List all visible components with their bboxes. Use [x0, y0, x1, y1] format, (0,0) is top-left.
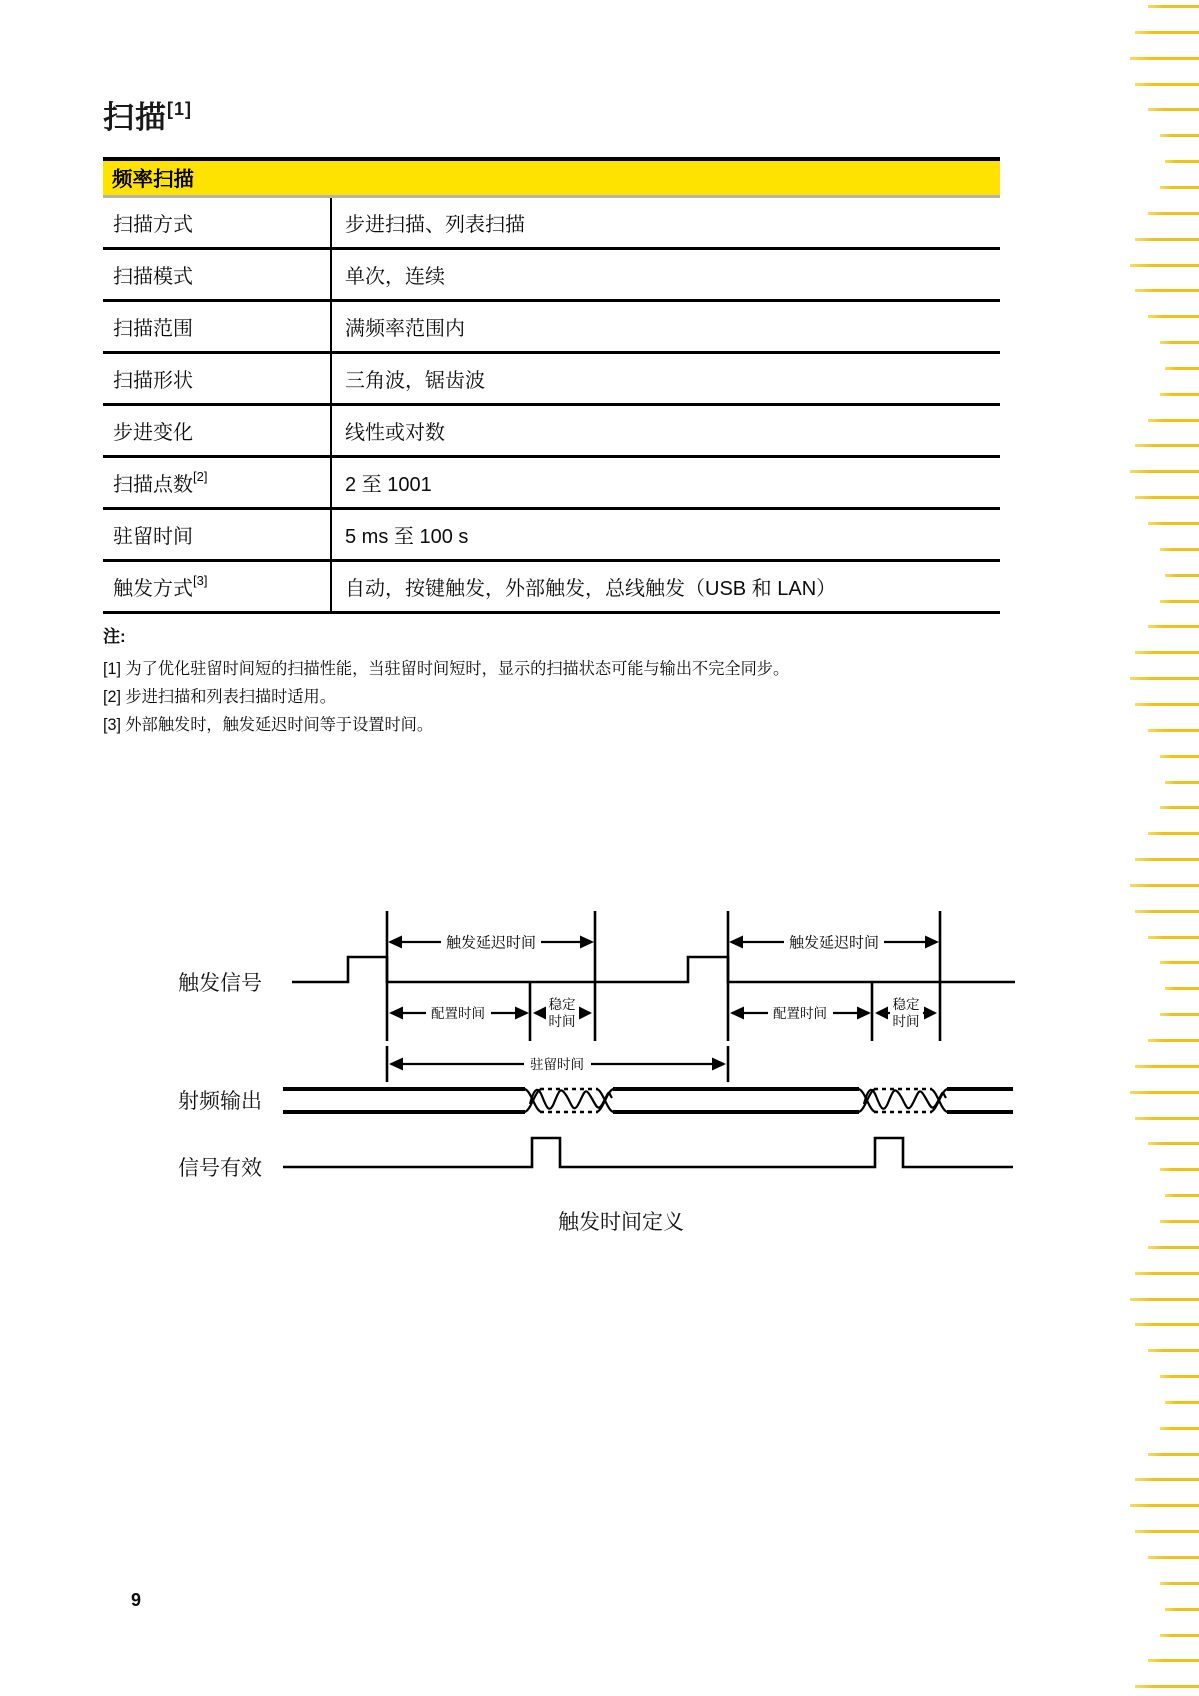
- row-value-text: 自动，按键触发，外部触发，总线触发（USB 和 LAN）: [345, 578, 837, 600]
- table-row: [103, 406, 1000, 458]
- row-value-text: 5 ms 至 100 s: [345, 526, 469, 548]
- rf-output-label: 射频输出: [178, 1090, 262, 1113]
- side-decoration-line: [1160, 1634, 1199, 1637]
- row-value-text: 线性或对数: [345, 422, 445, 444]
- row-value: [330, 510, 1000, 559]
- side-decoration-line: [1148, 1039, 1199, 1042]
- settle-time-arrow: [533, 995, 592, 1030]
- side-decoration-line: [1165, 1401, 1199, 1404]
- row-value: [330, 302, 1000, 351]
- side-decoration-line: [1165, 1608, 1199, 1611]
- row-label: [103, 302, 330, 351]
- row-value: [330, 198, 1000, 247]
- side-decoration-line: [1135, 1530, 1199, 1533]
- row-label-text: 扫描方式: [113, 214, 193, 236]
- side-decoration-line: [1165, 987, 1199, 990]
- page-number: 9: [131, 1590, 142, 1610]
- trigger-signal-label: 触发信号: [178, 972, 262, 995]
- row-label-text: 扫描点数: [113, 474, 193, 496]
- side-decoration-line: [1135, 31, 1199, 34]
- row-value-text: 满频率范围内: [345, 318, 465, 340]
- side-decoration-line: [1160, 1375, 1199, 1378]
- settle-time-label-line2: 时间: [548, 1014, 576, 1029]
- side-decoration-line: [1165, 574, 1199, 577]
- side-decoration-line: [1135, 496, 1199, 499]
- side-decoration-line: [1135, 1272, 1199, 1275]
- table-row: [103, 302, 1000, 354]
- side-decoration-line: [1165, 160, 1199, 163]
- signal-valid-label: 信号有效: [178, 1157, 262, 1180]
- side-decoration-line: [1135, 1117, 1199, 1120]
- footnotes: [103, 622, 863, 739]
- trigger-delay-arrow: [729, 932, 939, 952]
- side-decoration-line: [1148, 729, 1199, 732]
- side-decoration-line: [1165, 1194, 1199, 1197]
- table-row: [103, 354, 1000, 406]
- side-decoration-line: [1148, 1349, 1199, 1352]
- side-decoration-line: [1165, 781, 1199, 784]
- side-decoration-line: [1160, 1013, 1199, 1016]
- side-decoration-line: [1130, 884, 1199, 887]
- side-decoration-line: [1135, 444, 1199, 447]
- config-time-label: 配置时间: [431, 1006, 485, 1021]
- row-value-text: 步进扫描、列表扫描: [345, 214, 525, 236]
- side-decoration-line: [1148, 1659, 1199, 1662]
- side-decoration-line: [1130, 1091, 1199, 1094]
- side-decoration-line: [1135, 289, 1199, 292]
- side-decoration-line: [1130, 264, 1199, 267]
- side-decoration-line: [1135, 238, 1199, 241]
- side-decoration-line: [1130, 1298, 1199, 1301]
- side-decoration-line: [1135, 1323, 1199, 1326]
- dwell-time-arrow: [387, 1046, 728, 1082]
- row-value-text: 三角波，锯齿波: [345, 370, 485, 392]
- config-time-arrow: [730, 1004, 871, 1022]
- rf-output-bus: [283, 1089, 1013, 1112]
- side-decoration-line: [1148, 419, 1199, 422]
- side-decoration-line: [1148, 1453, 1199, 1456]
- row-value: [330, 406, 1000, 455]
- side-decoration-line: [1135, 83, 1199, 86]
- side-decoration-line: [1135, 1685, 1199, 1688]
- row-label-text: 触发方式: [113, 578, 193, 600]
- table-row: [103, 562, 1000, 614]
- table-body: [103, 198, 1000, 614]
- timing-diagram: [150, 840, 1050, 1240]
- side-decoration-line: [1148, 1142, 1199, 1145]
- footnote-item: [3] 外部触发时，触发延迟时间等于设置时间。: [103, 716, 434, 734]
- side-decoration-line: [1160, 1427, 1199, 1430]
- side-decoration-line: [1135, 651, 1199, 654]
- trigger-signal-waveform: [292, 957, 1015, 982]
- row-label: 触发方式 [3]: [113, 572, 208, 600]
- footnote-item: [2] 步进扫描和列表扫描时适用。: [103, 688, 336, 706]
- page-title: [103, 92, 192, 137]
- diagram-caption: 触发时间定义: [558, 1211, 684, 1234]
- side-decoration-line: [1160, 548, 1199, 551]
- settle-time-label-line2: 时间: [892, 1014, 920, 1029]
- table-row: [103, 458, 1000, 510]
- row-value: [330, 354, 1000, 403]
- row-label-text: 步进变化: [113, 422, 193, 444]
- row-value: [330, 458, 1000, 507]
- side-decoration-line: [1130, 57, 1199, 60]
- settle-time-label-line1: 稳定: [548, 997, 576, 1012]
- side-decoration-line: [1148, 625, 1199, 628]
- row-label: [103, 250, 330, 299]
- side-decoration-line: [1160, 600, 1199, 603]
- table-row: [103, 510, 1000, 562]
- side-decoration-line: [1160, 961, 1199, 964]
- row-label-text: 扫描模式: [113, 266, 193, 288]
- side-decoration-line: [1160, 1168, 1199, 1171]
- dwell-time-label: 驻留时间: [530, 1057, 584, 1072]
- row-label: 扫描点数 [2]: [113, 468, 208, 496]
- trigger-delay-label: 触发延迟时间: [788, 934, 880, 952]
- side-decoration-line: [1160, 755, 1199, 758]
- row-label: [103, 198, 330, 247]
- side-decoration-line: [1135, 1065, 1199, 1068]
- signal-valid-waveform: [283, 1138, 1013, 1167]
- row-label-text: 驻留时间: [113, 526, 193, 548]
- side-decoration-line: [1130, 1504, 1199, 1507]
- side-decoration-line: [1148, 832, 1199, 835]
- side-decoration-line: [1160, 806, 1199, 809]
- side-decoration-line: [1135, 858, 1199, 861]
- side-decoration-line: [1148, 522, 1199, 525]
- table-row: [103, 250, 1000, 302]
- settle-time-arrow: [875, 995, 937, 1030]
- config-time-arrow: [389, 1004, 529, 1022]
- side-decoration-line: [1135, 1478, 1199, 1481]
- side-decoration-line: [1160, 134, 1199, 137]
- side-decoration-line: [1148, 212, 1199, 215]
- side-decoration-line: [1135, 910, 1199, 913]
- row-value-text: 2 至 1001: [345, 474, 432, 496]
- row-value-text: 单次，连续: [345, 266, 445, 288]
- config-time-label: 配置时间: [773, 1006, 827, 1021]
- footnotes-heading: 注:: [103, 627, 126, 646]
- side-decoration-line: [1148, 315, 1199, 318]
- row-label-text: 扫描范围: [113, 318, 193, 340]
- side-decoration-line: [1130, 677, 1199, 680]
- side-decoration-line: [1160, 1582, 1199, 1585]
- side-decoration-line: [1160, 341, 1199, 344]
- side-decoration-line: [1135, 703, 1199, 706]
- footnote-item: [1] 为了优化驻留时间短的扫描性能，当驻留时间短时，显示的扫描状态可能与输出不完全同步。: [103, 660, 790, 678]
- table-header: [103, 161, 1000, 198]
- side-decoration-line: [1165, 367, 1199, 370]
- side-decoration-line: [1160, 1220, 1199, 1223]
- side-decoration-line: [1160, 186, 1199, 189]
- row-label: [103, 354, 330, 403]
- row-value: [330, 562, 1000, 611]
- side-decoration-line: [1148, 108, 1199, 111]
- row-value: [330, 250, 1000, 299]
- side-decoration-line: [1148, 936, 1199, 939]
- side-decoration-line: [1148, 5, 1199, 8]
- side-decoration-line: [1130, 470, 1199, 473]
- row-label: [103, 510, 330, 559]
- settle-time-label-line1: 稳定: [892, 997, 920, 1012]
- row-label: [103, 406, 330, 455]
- row-label-text: 扫描形状: [113, 370, 193, 392]
- side-decoration-line: [1148, 1246, 1199, 1249]
- page-title-text: 扫描: [103, 100, 167, 135]
- trigger-delay-label: 触发延迟时间: [445, 934, 537, 952]
- trigger-delay-arrow: [388, 932, 594, 952]
- spec-table: [103, 157, 1000, 614]
- table-row: [103, 198, 1000, 250]
- side-decoration-line: [1148, 1556, 1199, 1559]
- side-decoration-line: [1160, 393, 1199, 396]
- table-header-text: 频率扫描: [112, 168, 194, 191]
- title-footnote-ref: [1]: [167, 98, 192, 119]
